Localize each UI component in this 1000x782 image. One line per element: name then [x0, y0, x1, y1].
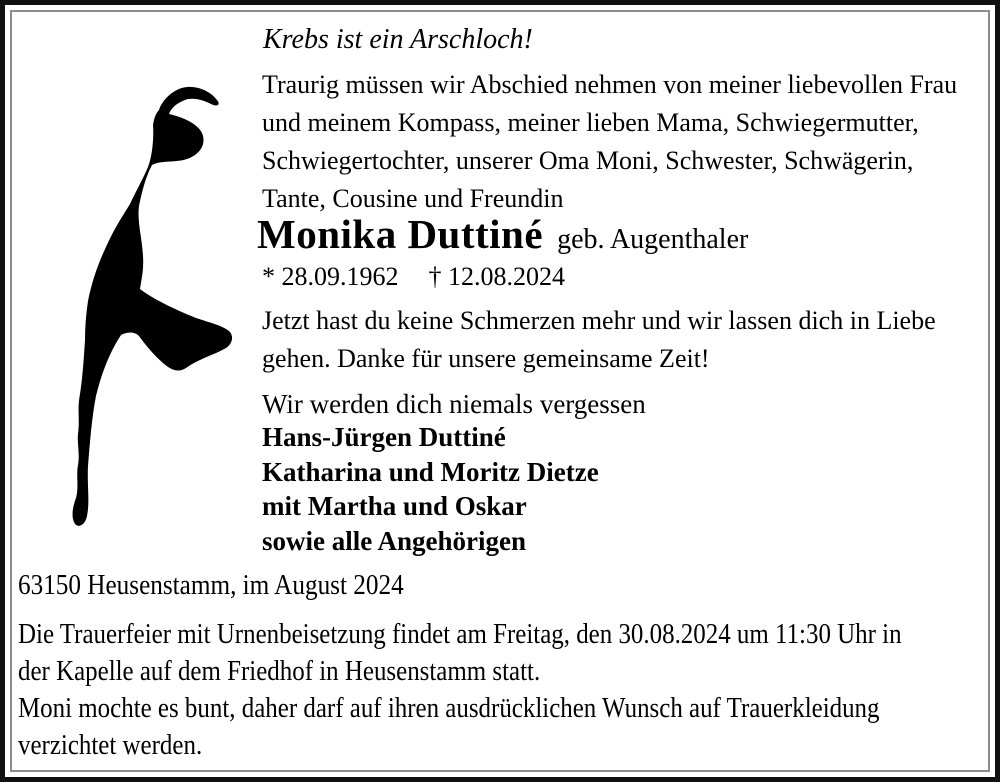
funeral-info-line: der Kapelle auf dem Friedhof in Heusenstamm statt.	[18, 655, 541, 687]
remembrance-line: Wir werden dich niemals vergessen	[262, 389, 646, 419]
funeral-info-line: Die Trauerfeier mit Urnenbeisetzung findet am Freitag, den 30.08.2024 um 11:30 Uhr in	[18, 618, 902, 650]
dress-code-line: Moni mochte es bunt, daher darf auf ihren ausdrücklichen Wunsch auf Trauerkleidung	[18, 692, 880, 724]
intro-paragraph	[262, 66, 957, 218]
city-date-line: 63150 Heusenstamm, im August 2024	[18, 570, 404, 601]
farewell-line: Jetzt hast du keine Schmerzen mehr und wir lassen dich in Liebe	[262, 306, 936, 335]
name-row	[257, 210, 748, 258]
intro-line: Traurig müssen wir Abschied nehmen von meiner liebevollen Frau	[262, 70, 958, 99]
funeral-info-paragraph	[18, 616, 902, 690]
mourners-list	[262, 420, 599, 558]
headline-motto: Krebs ist ein Arschloch!	[263, 24, 533, 55]
sylt-island-icon	[40, 70, 260, 540]
intro-line: Schwiegertochter, unserer Oma Moni, Schwester, Schwägerin,	[262, 146, 914, 175]
mourner-name: sowie alle Angehörigen	[262, 525, 526, 556]
mourner-name: Hans-Jürgen Duttiné	[262, 422, 506, 452]
death-date: † 12.08.2024	[428, 262, 565, 291]
deceased-name: Monika Duttiné	[257, 211, 544, 257]
dress-code-paragraph	[18, 690, 880, 764]
intro-line: Tante, Cousine und Freundin	[262, 184, 564, 213]
mourner-name: mit Martha und Oskar	[262, 491, 527, 521]
mourner-name: Katharina und Moritz Dietze	[262, 456, 599, 487]
intro-line: und meinem Kompass, meiner lieben Mama, Schwiegermutter,	[262, 108, 919, 137]
birth-date: * 28.09.1962	[262, 262, 399, 291]
farewell-paragraph	[262, 302, 936, 378]
life-dates-row	[262, 262, 565, 292]
farewell-line: gehen. Danke für unsere gemeinsame Zeit!	[262, 344, 710, 373]
maiden-name: geb. Augenthaler	[557, 224, 749, 255]
dress-code-line: verzichtet werden.	[18, 729, 203, 761]
